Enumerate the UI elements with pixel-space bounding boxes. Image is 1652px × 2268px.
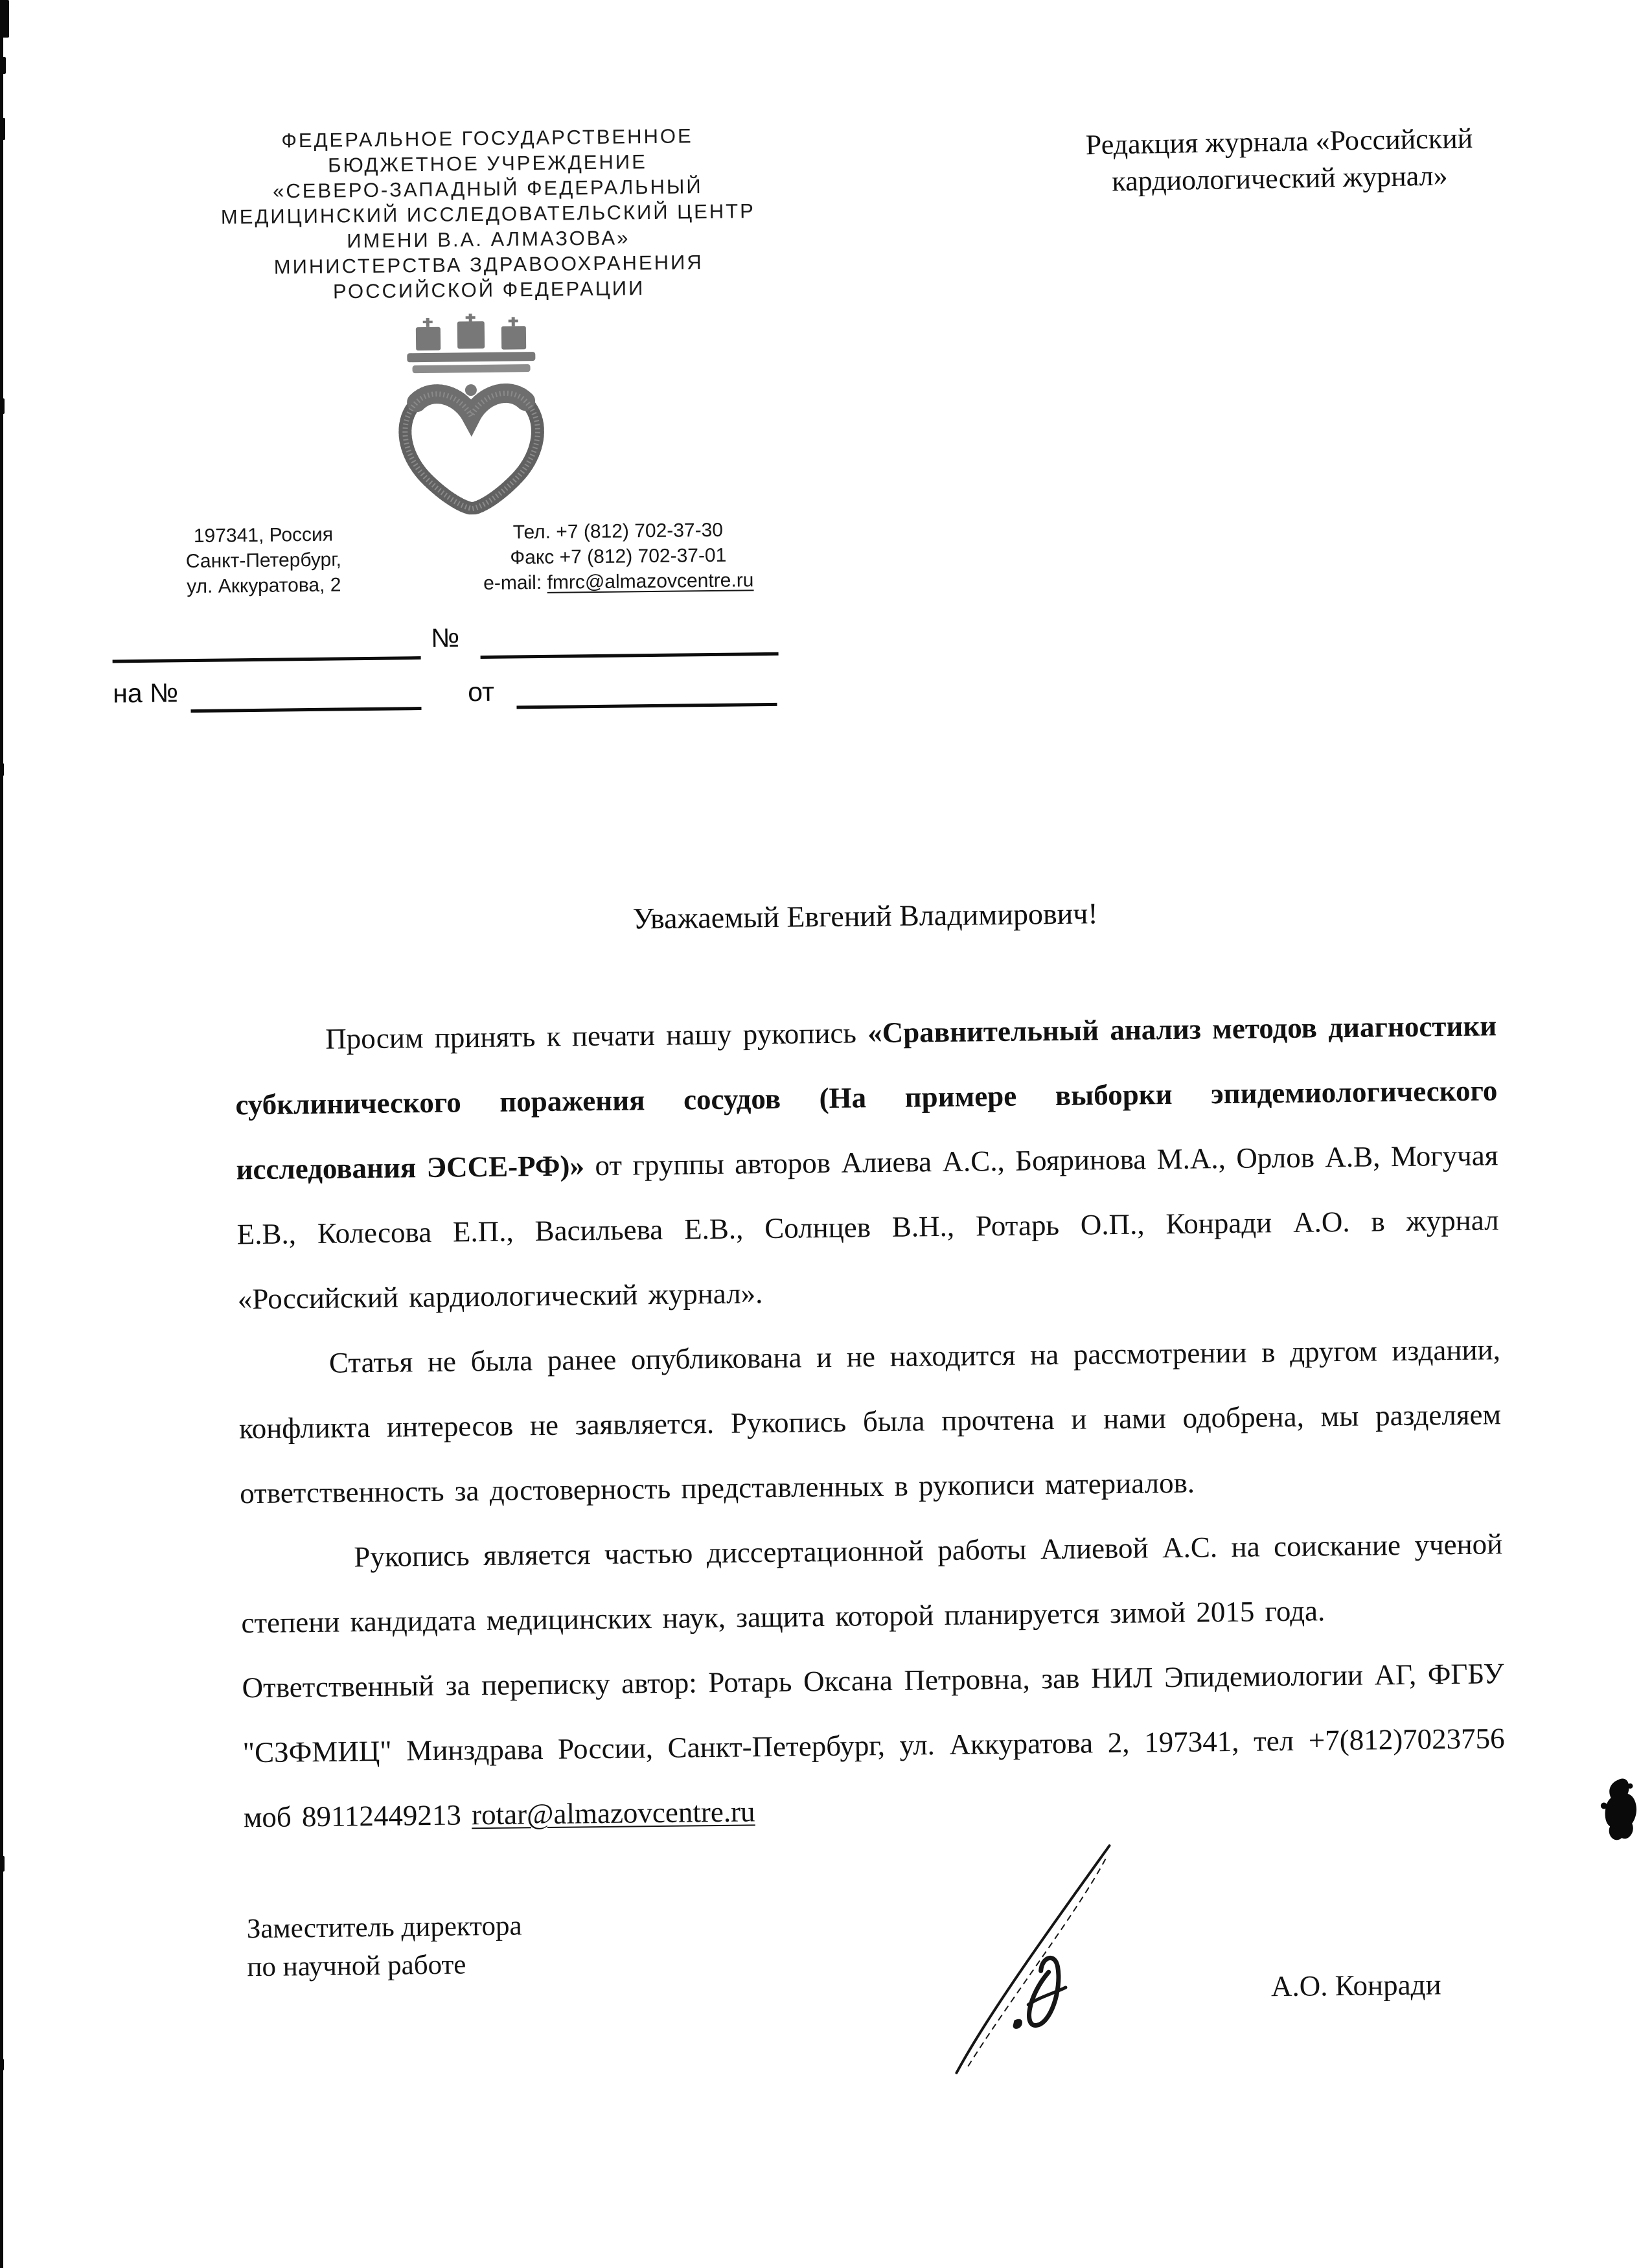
org-line: БЮДЖЕТНОЕ УЧРЕЖДЕНИЕ (327, 150, 647, 177)
ink-stain-artifact (1599, 1776, 1645, 1854)
recipient-line: Редакция журнала «Российский (1085, 122, 1473, 161)
manuscript-title: «Сравнительный анализ методов диагностики субклинического поражения сосудов (На примере выборки эпидемиологического исследования ЭССЕ-РФ)» (235, 1009, 1498, 1186)
p1-text: от группы авторов Алиева А.С., Бояринова М.А., Орлов А.В, Могучая Е.В., Колесова Е.П., Васильева Е.В., Солнцев В.Н., Ротарь О.П., Конради А.О. в журнал «Российский кардиологический журнал». (236, 1139, 1499, 1316)
org-line: ИМЕНИ В.А. АЛМАЗОВА» (347, 226, 630, 253)
signer-title-line: Заместитель директора (246, 1910, 522, 1945)
org-fax: Факс +7 (812) 702-37-01 (510, 544, 727, 569)
ref-blank-line (516, 703, 777, 709)
org-email-line (435, 567, 801, 596)
paragraph-manuscript (235, 993, 1500, 1331)
paragraph-dissertation: Рукопись является частью диссертационной работы Алиевой А.С. на соискание ученой степени кандидата медицинских наук, защита которой планируется зимой 2015 года. (241, 1528, 1503, 1640)
ref-blank-line (481, 652, 779, 659)
recipient-block (1004, 119, 1555, 202)
ref-ot-label: от (467, 676, 495, 707)
org-email: fmrc@almazovcentre.ru (547, 569, 754, 593)
correspondence-email: rotar@almazovcentre.ru (471, 1795, 755, 1831)
letter-body (235, 993, 1506, 1850)
salutation: Уважаемый Евгений Владимирович! (632, 897, 1098, 935)
p4-text: Ответственный за переписку автор: Ротарь Оксана Петровна, зав НИЛ Эпидемиологии АГ, ФГБУ "СЗФМИЦ" Минздрава России, Санкт-Петербург, ул. Аккуратова 2, 197341, тел +7(812)7023756 моб 89112449213 (242, 1657, 1505, 1834)
handwritten-signature (935, 1836, 1171, 2085)
scan-speck (0, 2059, 4, 2070)
org-address (153, 521, 374, 600)
p1-text: Просим принять к печати нашу рукопись (325, 1016, 868, 1055)
org-contacts (435, 516, 801, 596)
ref-no-label: № (431, 623, 460, 653)
org-letterhead (168, 122, 808, 306)
signer-title (247, 1905, 701, 1986)
recipient-line: кардиологический журнал» (1112, 159, 1448, 198)
ref-blank-line (113, 656, 421, 663)
signer-title-line: по научной работе (247, 1949, 466, 1983)
ref-blank-line (190, 707, 421, 713)
paragraph-declaration: Статья не была ранее опубликована и не находится на рассмотрении в другом издании, конфликта интересов не заявляется. Рукопись была прочтена и нами одобрена, мы разделяем ответственность за достоверность представленных в рукописи материалов. (238, 1333, 1502, 1510)
scan-speck (0, 1856, 5, 1872)
org-line: МЕДИЦИНСКИЙ ИССЛЕДОВАТЕЛЬСКИЙ ЦЕНТР (220, 200, 755, 229)
address-line: 197341, Россия (193, 523, 334, 547)
address-line: ул. Аккуратова, 2 (187, 574, 341, 598)
ref-na-label: на № (112, 678, 179, 709)
org-phone: Тел. +7 (812) 702-37-30 (512, 519, 724, 544)
org-line: ФЕДЕРАЛЬНОЕ ГОСУДАРСТВЕННОЕ (281, 124, 693, 152)
email-label: e-mail: (483, 571, 547, 594)
org-line: «СЕВЕРО-ЗАПАДНЫЙ ФЕДЕРАЛЬНЫЙ (272, 175, 703, 203)
org-line: МИНИСТЕРСТВА ЗДРАВООХРАНЕНИЯ (273, 251, 704, 279)
signer-name: А.О. Конради (1270, 1968, 1441, 2003)
org-line: РОССИЙСКОЙ ФЕДЕРАЦИИ (332, 277, 645, 303)
paragraph-correspondence (242, 1641, 1506, 1850)
address-line: Санкт-Петербург, (185, 549, 342, 573)
heart-crown-logo-icon (380, 313, 563, 516)
